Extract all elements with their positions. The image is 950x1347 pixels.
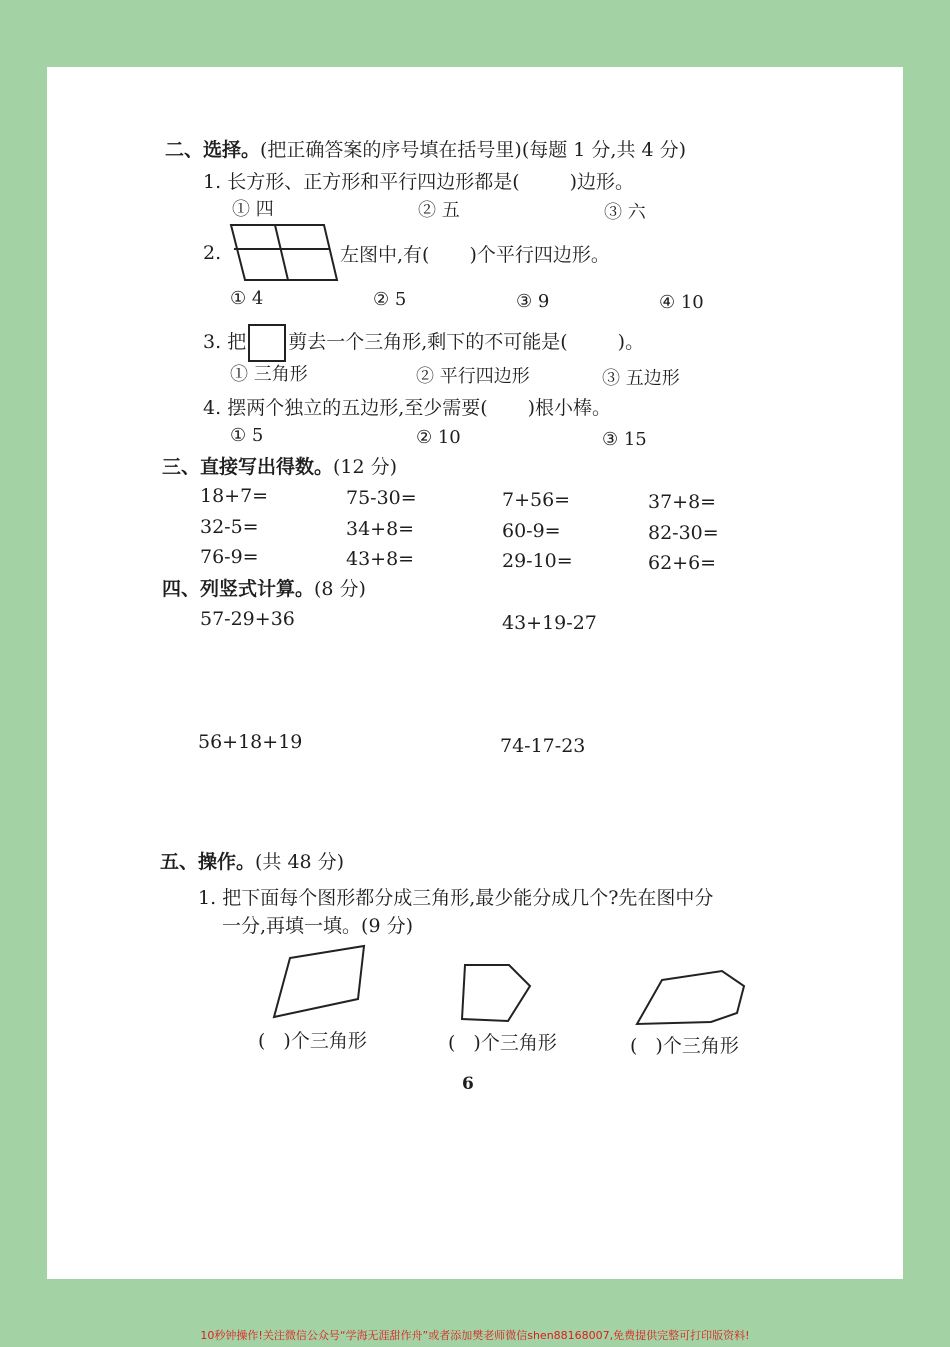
- answer-blank: ( )个三角形: [630, 1035, 739, 1057]
- oral-item: 75-30=: [346, 487, 417, 509]
- choice-q3: 3. 把 剪去一个三角形,剩下的不可能是( )。: [203, 324, 644, 362]
- pentagon-shape: [458, 960, 534, 1026]
- vertical-item: 74-17-23: [500, 735, 586, 757]
- choice-heading: 二、选择。(把正确答案的序号填在括号里)(每题 1 分,共 4 分): [165, 139, 687, 161]
- oral-item: 82-30=: [648, 522, 719, 544]
- choice-q2-number: 2.: [203, 242, 222, 264]
- q1-option: ② 五: [418, 200, 460, 221]
- quadrilateral-shape: [268, 942, 370, 1022]
- oral-item: 7+56=: [502, 489, 571, 511]
- oral-item: 62+6=: [648, 552, 717, 574]
- q2-option: ③ 9: [516, 291, 550, 312]
- q2-option: ④ 10: [659, 292, 704, 313]
- q4-option: ③ 15: [602, 429, 647, 450]
- operation-heading: 五、操作。(共 48 分): [160, 851, 345, 873]
- choice-q2: 左图中,有( )个平行四边形。: [340, 244, 610, 266]
- q1-option: ③ 六: [604, 202, 646, 223]
- q1-option: ① 四: [232, 199, 274, 220]
- oral-item: 18+7=: [200, 485, 269, 507]
- operation-q1-line1: 1. 把下面每个图形都分成三角形,最少能分成几个?先在图中分: [198, 887, 714, 909]
- vertical-item: 56+18+19: [198, 731, 303, 753]
- oral-item: 34+8=: [346, 518, 415, 540]
- answer-blank: ( )个三角形: [258, 1030, 367, 1052]
- q3-option: ② 平行四边形: [416, 366, 530, 387]
- square-figure: [248, 324, 286, 362]
- page-number: 6: [462, 1074, 474, 1094]
- vertical-item: 43+19-27: [502, 612, 597, 634]
- promo-footer: 10秒钟操作!关注微信公众号“学海无涯甜作舟”或者添加樊老师微信shen88168007,免费提供完整可打印版资料!: [200, 1329, 750, 1342]
- operation-q1-line2: 一分,再填一填。(9 分): [222, 915, 413, 937]
- oral-item: 29-10=: [502, 550, 573, 572]
- oral-item: 76-9=: [200, 546, 259, 568]
- hexagon-shape: [634, 968, 748, 1028]
- oral-item: 32-5=: [200, 516, 259, 538]
- vertical-item: 57-29+36: [200, 608, 295, 630]
- oral-item: 43+8=: [346, 548, 415, 570]
- q3-option: ① 三角形: [230, 364, 308, 385]
- q2-option: ② 5: [373, 289, 407, 310]
- q3-option: ③ 五边形: [602, 368, 680, 389]
- oral-item: 60-9=: [502, 520, 561, 542]
- q4-option: ② 10: [416, 427, 461, 448]
- vertical-heading: 四、列竖式计算。(8 分): [162, 578, 366, 600]
- answer-blank: ( )个三角形: [448, 1032, 557, 1054]
- oral-heading: 三、直接写出得数。(12 分): [162, 456, 398, 478]
- choice-q4: 4. 摆两个独立的五边形,至少需要( )根小棒。: [203, 397, 612, 419]
- parallelogram-figure: [228, 222, 340, 284]
- oral-item: 37+8=: [648, 491, 717, 513]
- choice-q1: 1. 长方形、正方形和平行四边形都是( )边形。: [203, 171, 635, 193]
- q4-option: ① 5: [230, 425, 264, 446]
- q2-option: ① 4: [230, 288, 264, 309]
